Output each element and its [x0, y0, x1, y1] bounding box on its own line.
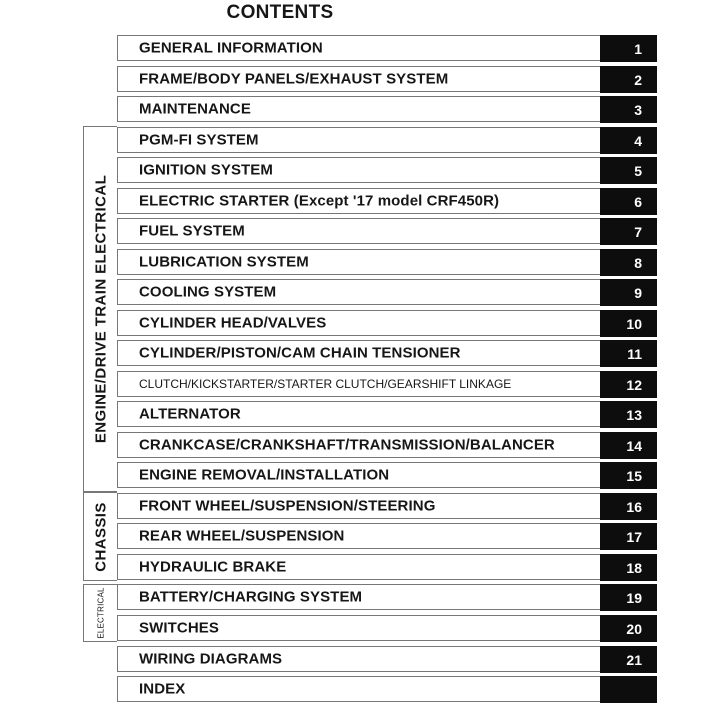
toc-row-rear-wheel[interactable]: [117, 523, 657, 549]
toc-row-label: WIRING DIAGRAMS: [139, 650, 283, 668]
toc-row-fuel-system[interactable]: [117, 218, 657, 244]
toc-row-label: CLUTCH/KICKSTARTER/STARTER CLUTCH/GEARSHIFT LINKAGE: [139, 377, 512, 391]
toc-row-label: LUBRICATION SYSTEM: [139, 253, 309, 271]
section-engine-drive-train-electrical: [83, 126, 117, 492]
toc-row-label: CYLINDER HEAD/VALVES: [139, 314, 327, 332]
section-number-tab: 7: [600, 218, 657, 245]
toc-row-label: IGNITION SYSTEM: [139, 161, 274, 179]
toc-row-electric-starter[interactable]: [117, 188, 657, 214]
section-label: ELECTRICAL: [96, 587, 105, 639]
toc-row-label: REAR WHEEL/SUSPENSION: [139, 527, 345, 545]
section-number-tab: 18: [600, 554, 657, 581]
toc-row-maintenance[interactable]: [117, 96, 657, 122]
section-number-tab: 19: [600, 584, 657, 611]
section-electrical: [83, 584, 117, 642]
toc-row-label: MAINTENANCE: [139, 100, 251, 118]
section-number-tab: 15: [600, 462, 657, 489]
section-number-tab: 14: [600, 432, 657, 459]
toc-row-battery-charging[interactable]: [117, 584, 657, 610]
section-number-tab: [600, 676, 657, 703]
toc-row-label: BATTERY/CHARGING SYSTEM: [139, 588, 363, 606]
section-number-tab: 11: [600, 340, 657, 367]
section-label: ENGINE/DRIVE TRAIN ELECTRICAL: [92, 174, 109, 444]
toc-row-cylinder-piston[interactable]: [117, 340, 657, 366]
toc-row-label: FRONT WHEEL/SUSPENSION/STEERING: [139, 497, 436, 515]
toc-row-index[interactable]: [117, 676, 657, 702]
section-number-tab: 6: [600, 188, 657, 215]
section-number-tab: 5: [600, 157, 657, 184]
section-number-tab: 10: [600, 310, 657, 337]
section-number-tab: 9: [600, 279, 657, 306]
section-number-tab: 12: [600, 371, 657, 398]
toc-row-label: CRANKCASE/CRANKSHAFT/TRANSMISSION/BALANCER: [139, 436, 555, 454]
section-number-tab: 16: [600, 493, 657, 520]
section-number-tab: 3: [600, 96, 657, 123]
section-label: CHASSIS: [92, 501, 109, 572]
section-number-tab: 4: [600, 127, 657, 154]
section-number-tab: 20: [600, 615, 657, 642]
toc-row-cylinder-head-valves[interactable]: [117, 310, 657, 336]
toc-row-general-information[interactable]: [117, 35, 657, 61]
toc-row-label: ELECTRIC STARTER (Except '17 model CRF450R): [139, 192, 500, 210]
page-title: CONTENTS: [226, 2, 334, 23]
toc-row-frame-body-panels[interactable]: [117, 66, 657, 92]
toc-row-crankcase[interactable]: [117, 432, 657, 458]
toc-row-label: HYDRAULIC BRAKE: [139, 558, 287, 576]
toc-row-front-wheel[interactable]: [117, 493, 657, 519]
toc-row-ignition-system[interactable]: [117, 157, 657, 183]
section-number-tab: 2: [600, 66, 657, 93]
section-number-tab: 21: [600, 646, 657, 673]
section-number-tab: 13: [600, 401, 657, 428]
toc-row-label: INDEX: [139, 680, 186, 698]
section-number-tab: 17: [600, 523, 657, 550]
toc-row-hydraulic-brake[interactable]: [117, 554, 657, 580]
section-number-tab: 8: [600, 249, 657, 276]
toc-row-clutch-kickstarter[interactable]: [117, 371, 657, 397]
toc-row-label: ENGINE REMOVAL/INSTALLATION: [139, 466, 390, 484]
toc-row-label: CYLINDER/PISTON/CAM CHAIN TENSIONER: [139, 344, 461, 362]
toc-row-label: SWITCHES: [139, 619, 219, 637]
toc-row-label: FRAME/BODY PANELS/EXHAUST SYSTEM: [139, 70, 449, 88]
toc-row-wiring-diagrams[interactable]: [117, 646, 657, 672]
toc-row-label: ALTERNATOR: [139, 405, 241, 423]
toc-row-label: COOLING SYSTEM: [139, 283, 277, 301]
toc-row-engine-removal[interactable]: [117, 462, 657, 488]
toc-row-label: FUEL SYSTEM: [139, 222, 245, 240]
section-chassis: [83, 492, 117, 581]
toc-row-alternator[interactable]: [117, 401, 657, 427]
section-number-tab: 1: [600, 35, 657, 62]
toc-row-cooling-system[interactable]: [117, 279, 657, 305]
toc-row-lubrication-system[interactable]: [117, 249, 657, 275]
toc-row-pgm-fi-system[interactable]: [117, 127, 657, 153]
toc-row-label: GENERAL INFORMATION: [139, 39, 323, 57]
toc-row-label: PGM-FI SYSTEM: [139, 131, 259, 149]
toc-row-switches[interactable]: [117, 615, 657, 641]
